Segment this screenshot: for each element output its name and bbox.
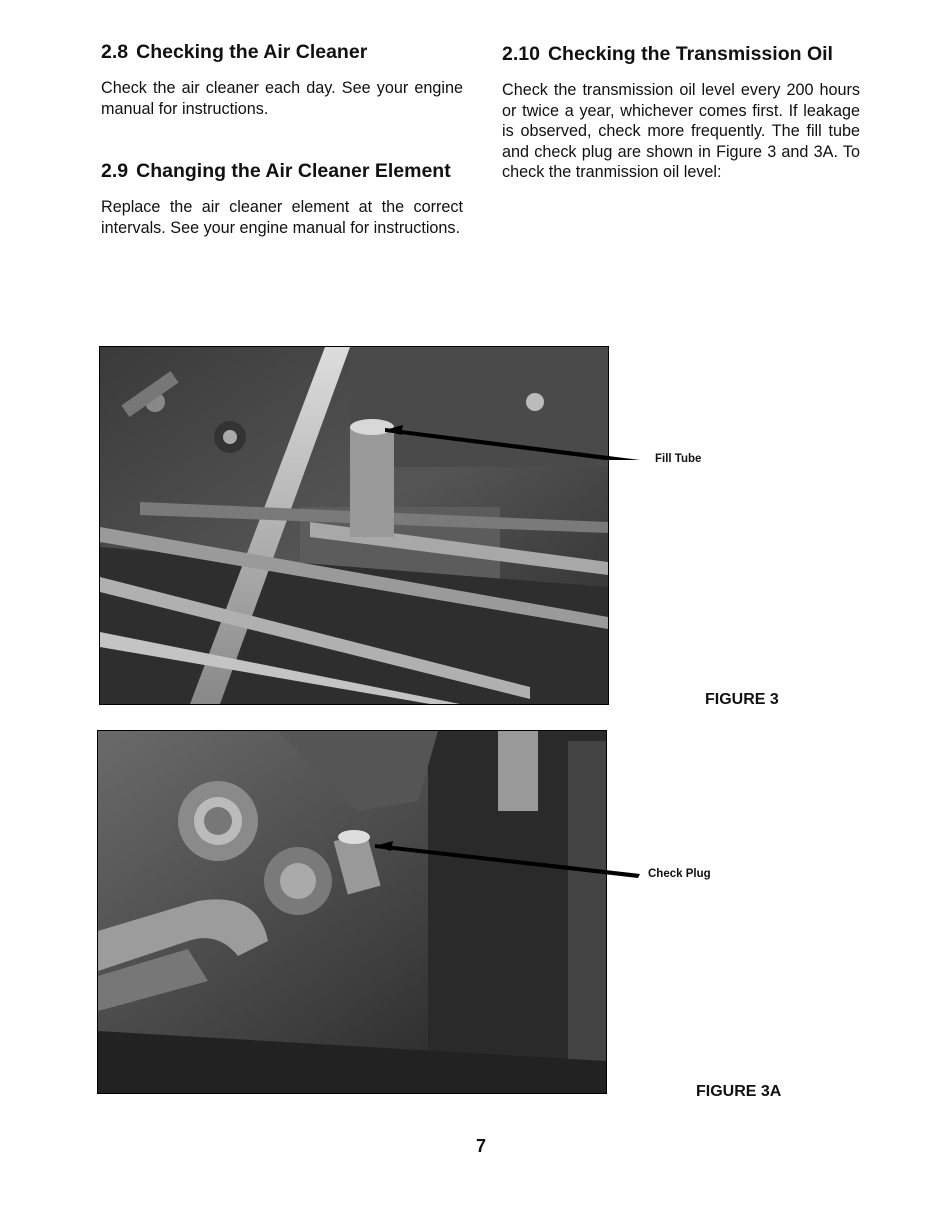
right-column	[502, 42, 860, 183]
fill-tube-leader-line	[285, 420, 645, 460]
section-title: Checking the Air Cleaner	[136, 41, 368, 63]
check-plug-leader-line	[345, 838, 645, 878]
section-title: Checking the Transmission Oil	[547, 43, 833, 65]
section-number: 2.8	[101, 41, 129, 63]
figure-3-caption: FIGURE 3	[705, 691, 779, 708]
figure-3a-caption: FIGURE 3A	[696, 1083, 782, 1100]
page-number: 7	[475, 1136, 486, 1156]
section-number: 2.10	[502, 43, 540, 65]
section-2-8	[101, 40, 463, 119]
section-heading	[101, 159, 463, 183]
check-plug-label: Check Plug	[648, 868, 711, 880]
fill-tube-label: Fill Tube	[655, 453, 702, 465]
section-number: 2.9	[101, 160, 129, 182]
section-title: Changing the Air Cleaner Element	[136, 160, 451, 182]
left-column	[101, 40, 463, 238]
figure-3a-illustration	[98, 731, 606, 1093]
section-2-9	[101, 159, 463, 238]
figure-3a-photo	[97, 730, 607, 1094]
section-heading	[502, 42, 860, 66]
section-body: Check the air cleaner each day. See your engine manual for instructions.	[101, 79, 463, 118]
section-body: Replace the air cleaner element at the correct intervals. See your engine manual for instructions.	[101, 198, 463, 237]
section-heading	[101, 40, 463, 64]
section-2-10	[502, 42, 860, 183]
figure-3-photo	[99, 346, 609, 705]
section-body: Check the transmission oil level every 200 hours or twice a year, whichever comes first. If leakage is observed, check more frequently. The fill tube and check plug are shown in Figure 3 and 3A. To check the tranmission oil level:	[502, 81, 860, 181]
figure-3-illustration	[100, 347, 608, 704]
